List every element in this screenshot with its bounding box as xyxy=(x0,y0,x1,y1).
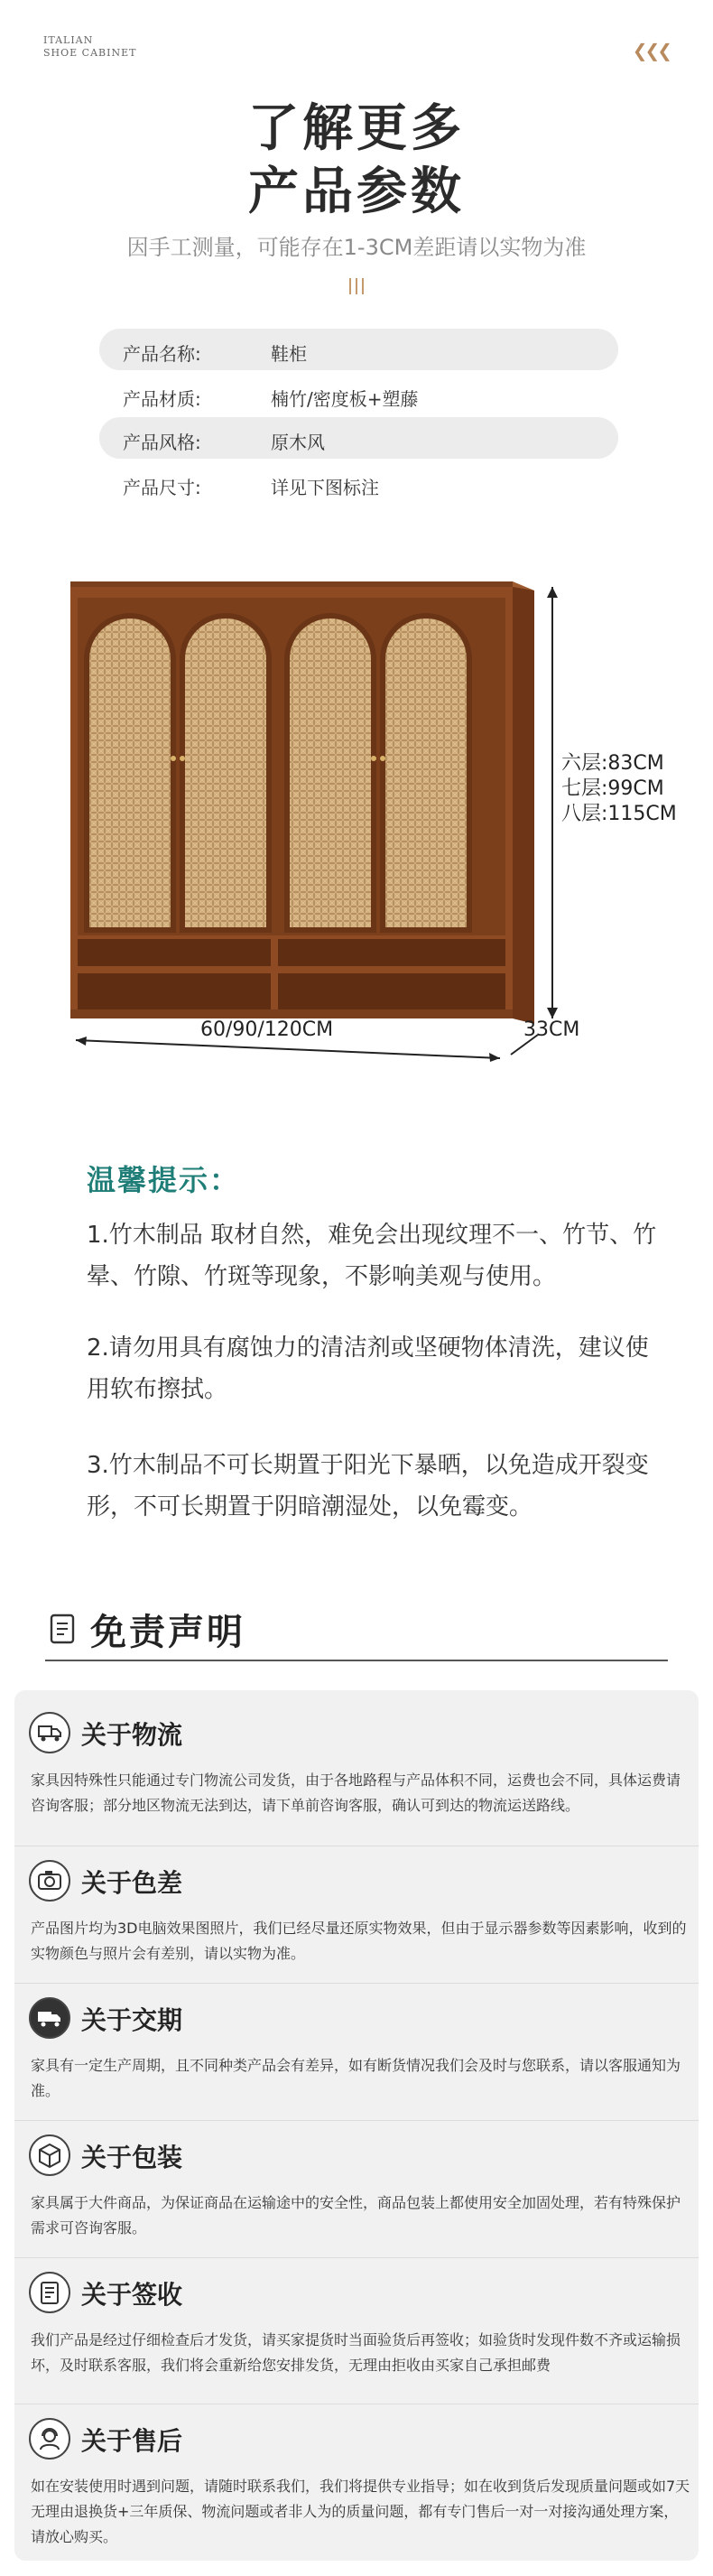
spec-row-size xyxy=(99,462,618,504)
triple-chevron-left-icon[interactable]: ❮❮❮ xyxy=(632,40,670,61)
item-body: 家具因特殊性只能通过专门物流公司发货，由于各地路程与产品体积不同，运费也会不同，具体运费请咨询客服；部分地区物流无法到达，请下单前咨询客服，确认可到达的物流运送路线。 xyxy=(31,1772,681,1814)
spec-row-name xyxy=(99,329,618,370)
tip-item: 1.竹木制品 取材自然，难免会出现纹理不一、竹节、竹晕、竹隙、竹斑等现象，不影响美观与使用。 xyxy=(87,1222,657,1290)
item-body: 如在安装使用时遇到问题，请随时联系我们，我们将提供专业指导；如在收到货后发现质量问题或如7天无理由退换货+三年质保、物流问题或者非人为的质量问题，都有专门售后一对一对接沟通处理方案，请放心购买。 xyxy=(31,2478,690,2545)
item-title: 关于签收 xyxy=(81,2280,183,2310)
spec-key: 产品风格: xyxy=(123,432,201,453)
brand-line-2: SHOE CABINET xyxy=(43,47,137,59)
item-title: 关于包装 xyxy=(81,2143,183,2172)
document-icon xyxy=(49,1613,78,1645)
item-title: 关于色差 xyxy=(81,1868,183,1898)
depth-label: 33CM xyxy=(523,1018,580,1041)
delivery-truck-icon xyxy=(29,1997,70,2039)
title-line-1: 了解更多 xyxy=(248,99,465,158)
item-body: 家具属于大件商品，为保证商品在运输途中的安全性，商品包装上都使用安全加固处理，若有特殊保护需求可咨询客服。 xyxy=(31,2194,681,2237)
sign-icon xyxy=(29,2272,70,2313)
height-label-7: 七层:99CM xyxy=(561,777,664,800)
disclaimer-header xyxy=(45,1598,668,1661)
item-title: 关于物流 xyxy=(81,1720,183,1750)
tip-item: 2.请勿用具有腐蚀力的清洁剂或坚硬物体清洗，建议使用软布擦拭。 xyxy=(87,1334,649,1403)
truck-icon xyxy=(29,1712,70,1753)
brand-line-1: ITALIAN xyxy=(43,34,94,46)
height-label-8: 八层:115CM xyxy=(561,803,677,825)
item-body: 产品图片均为3D电脑效果图照片，我们已经尽量还原实物效果，但由于显示器参数等因素影响，收到的实物颜色与照片会有差别，请以实物为准。 xyxy=(31,1920,687,1962)
item-body: 家具有一定生产周期，且不同种类产品会有差异，如有断货情况我们会及时与您联系，请以客服通知为准。 xyxy=(31,2057,681,2099)
spec-value: 鞋柜 xyxy=(271,343,307,365)
header xyxy=(0,0,713,81)
service-icon xyxy=(29,2418,70,2460)
title-line-2: 产品参数 xyxy=(248,163,465,221)
spec-key: 产品尺寸: xyxy=(123,477,201,498)
spec-row-material xyxy=(99,374,618,415)
disclaimer-title: 免责声明 xyxy=(90,1612,245,1653)
camera-icon xyxy=(29,1860,70,1902)
brand-logo xyxy=(43,34,136,60)
divider xyxy=(14,2257,699,2258)
spec-value: 原木风 xyxy=(271,432,325,453)
spec-key: 产品名称: xyxy=(123,343,201,365)
height-label-6: 六层:83CM xyxy=(561,752,664,775)
spec-value: 详见下图标注 xyxy=(271,477,379,498)
tips-title: 温馨提示： xyxy=(87,1163,241,1197)
divider xyxy=(14,1983,699,1984)
spec-value: 楠竹/密度板+塑藤 xyxy=(271,388,419,410)
divider xyxy=(14,2120,699,2121)
item-title: 关于售后 xyxy=(81,2426,183,2456)
package-icon xyxy=(29,2134,70,2176)
divider-mark-icon xyxy=(347,278,366,294)
spec-row-style xyxy=(99,417,618,459)
item-body: 我们产品是经过仔细检查后才发货，请买家提货时当面验货后再签收；如验货时发现件数不齐或运输损坏，及时联系客服，我们将会重新给您安排发货，无理由拒收由买家自己承担邮费 xyxy=(31,2331,681,2374)
item-title: 关于交期 xyxy=(81,2005,183,2035)
disclaimer-box xyxy=(14,1690,699,2561)
subtitle: 因手工测量，可能存在1-3CM差距请以实物为准 xyxy=(126,235,587,260)
spec-key: 产品材质: xyxy=(123,388,201,410)
width-label: 60/90/120CM xyxy=(200,1018,334,1041)
tip-item: 3.竹木制品不可长期置于阳光下暴晒，以免造成开裂变形，不可长期置于阴暗潮湿处，以免霉变。 xyxy=(87,1452,649,1520)
